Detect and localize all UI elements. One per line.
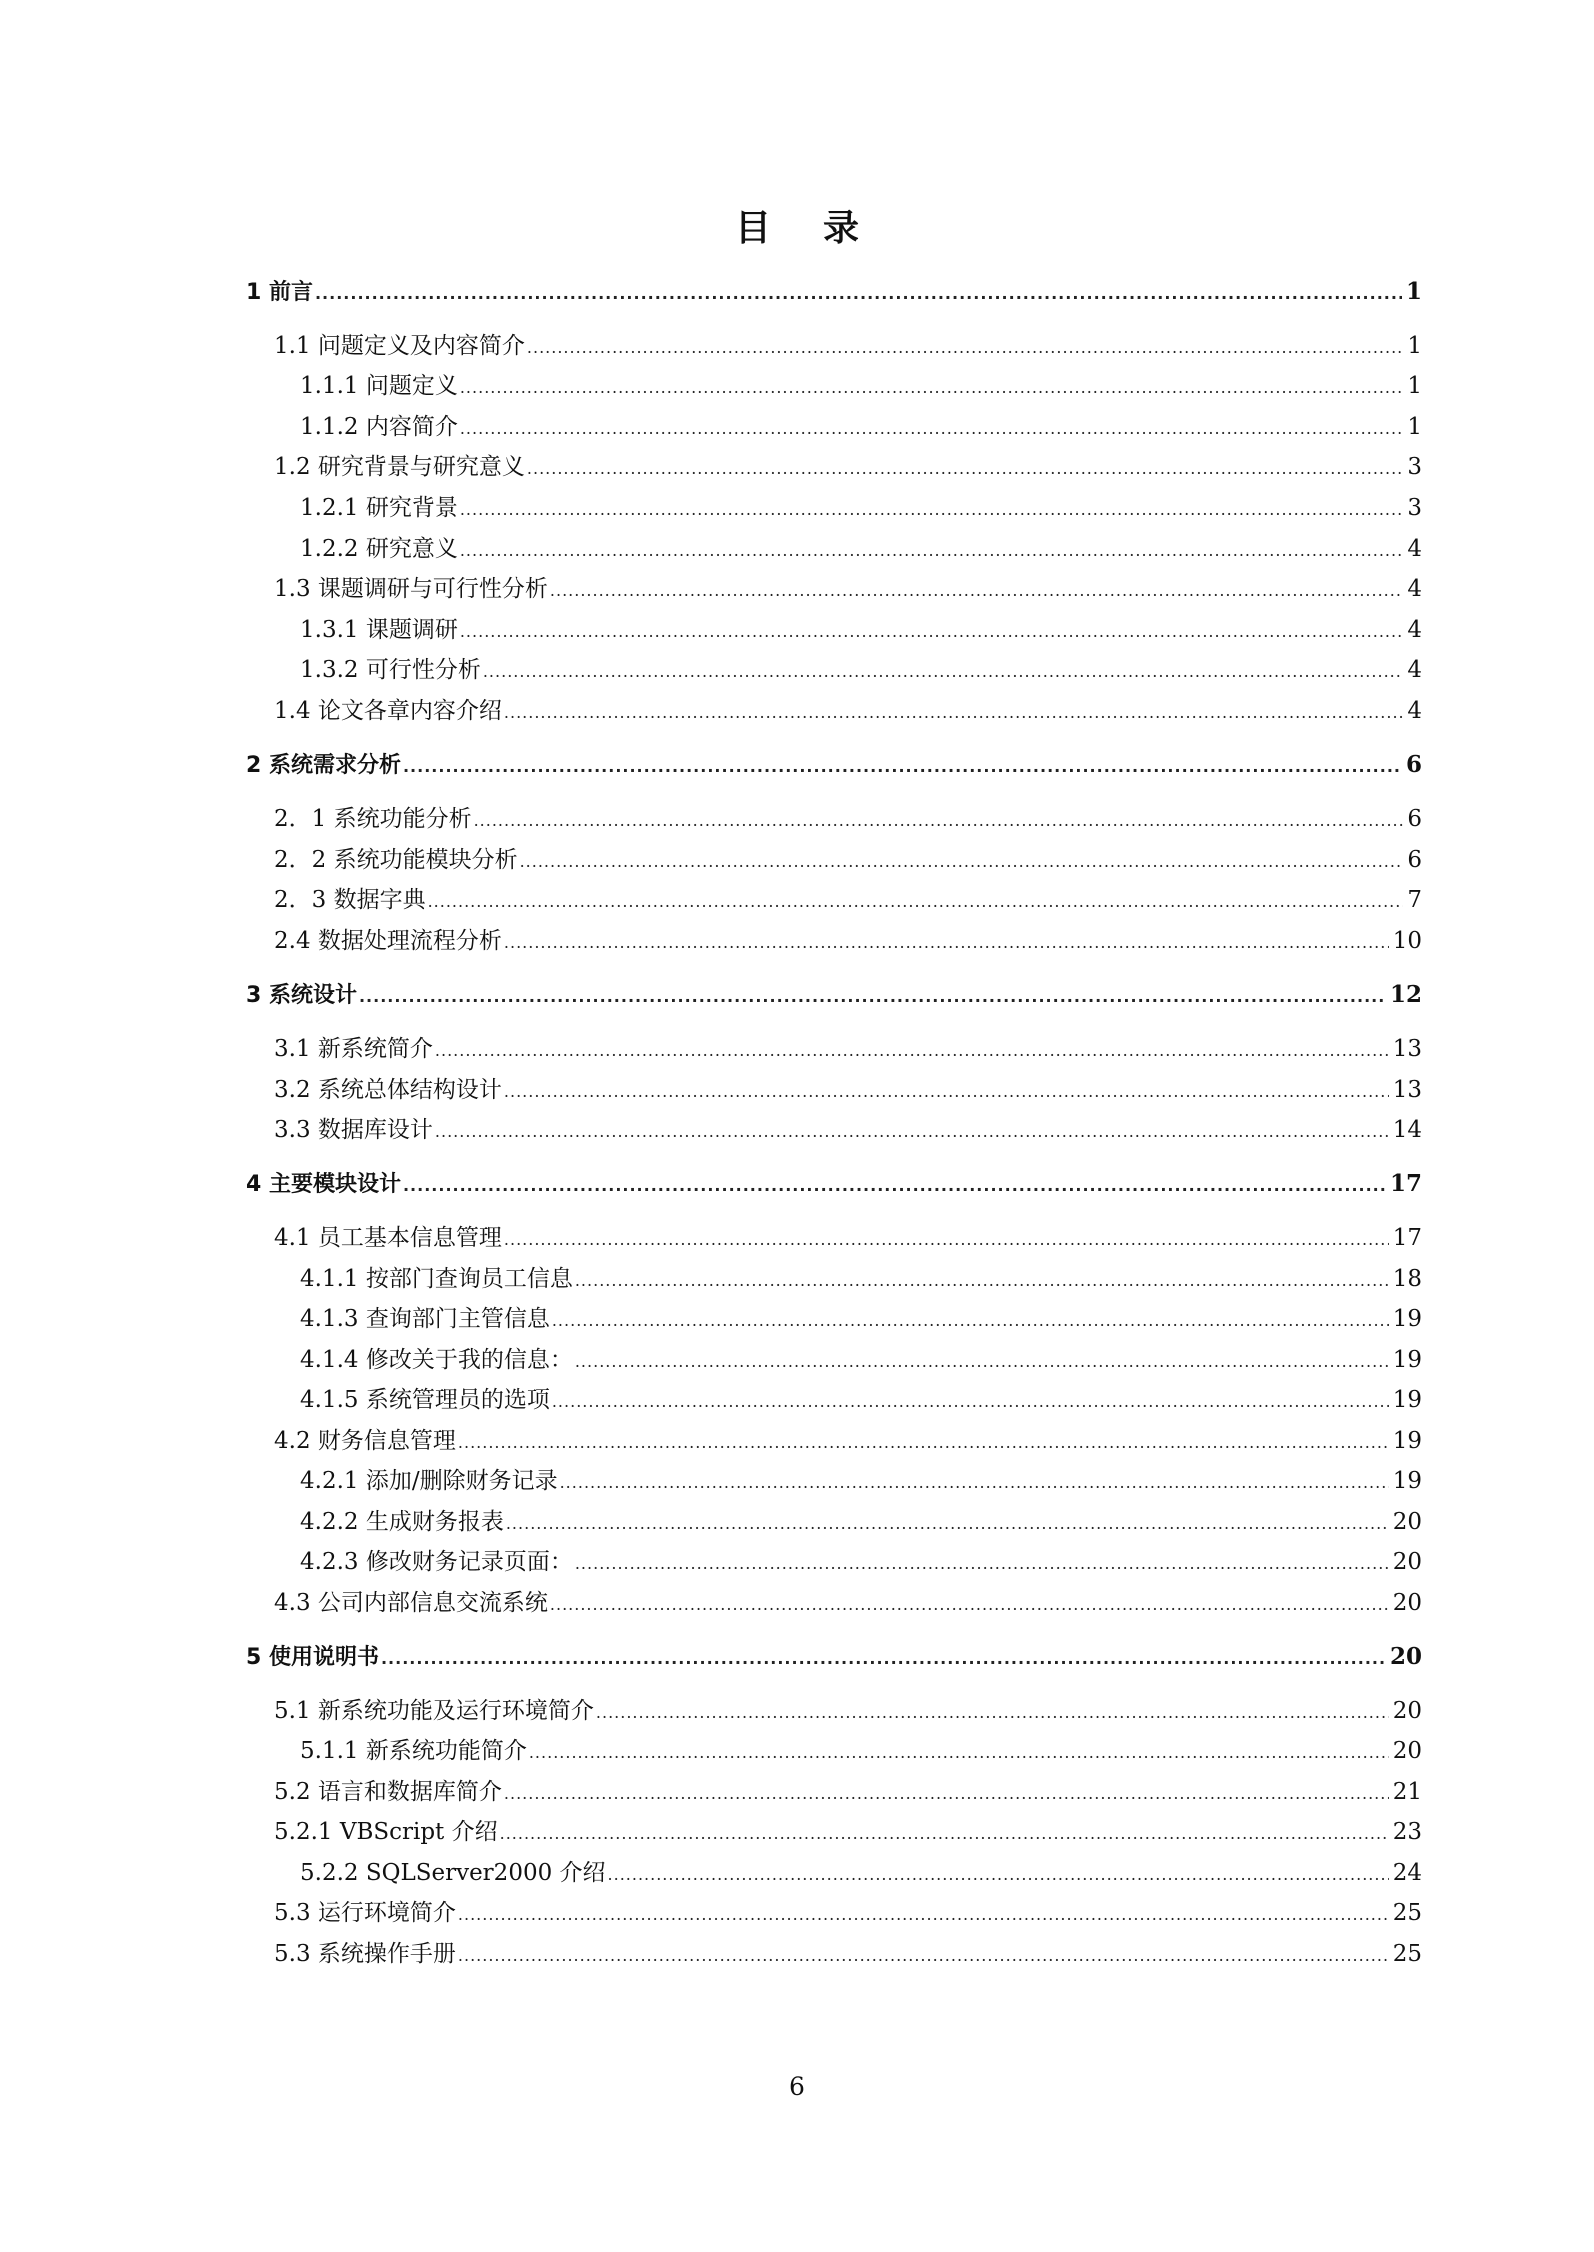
toc-entry-page-number: 1 (1407, 373, 1422, 399)
toc-entry-page-number: 25 (1392, 1941, 1422, 1967)
toc-entry-label: 2．2 系统功能模块分析 (274, 847, 518, 873)
toc-entry[interactable] (274, 1775, 1422, 1809)
toc-entry-page-number: 25 (1392, 1900, 1422, 1926)
toc-entry[interactable] (300, 410, 1422, 444)
toc-entry-label: 4.1.3 查询部门主管信息 (300, 1306, 550, 1332)
toc-entry-label: 1.4 论文各章内容介绍 (274, 698, 502, 724)
toc-leader-dots (596, 1694, 1389, 1730)
toc-entry[interactable] (300, 1343, 1422, 1377)
toc-leader-dots (520, 843, 1404, 879)
toc-entry[interactable] (274, 1937, 1422, 1971)
toc-entry-label: 1.1 问题定义及内容简介 (274, 333, 525, 359)
toc-leader-dots (506, 1505, 1389, 1541)
page-number: 6 (789, 2072, 805, 2101)
toc-leader-dots (403, 749, 1402, 784)
toc-entry[interactable] (274, 1694, 1422, 1728)
toc-leader-dots (403, 1168, 1386, 1203)
toc-entry[interactable] (300, 613, 1422, 647)
toc-entry[interactable] (300, 1545, 1422, 1579)
toc-entry-label: 4.2.3 修改财务记录页面： (300, 1549, 573, 1575)
toc-entry[interactable] (300, 369, 1422, 403)
toc-entry-page-number: 4 (1407, 657, 1422, 683)
toc-entry-label: 4.1.4 修改关于我的信息： (300, 1347, 573, 1373)
toc-entry-page-number: 4 (1407, 698, 1422, 724)
toc-entry-page-number: 4 (1407, 576, 1422, 602)
toc-entry-label: 2．3 数据字典 (274, 887, 426, 913)
toc-entry-label: 1.3.1 课题调研 (300, 617, 458, 643)
toc-entry-label: 5.3 运行环境简介 (274, 1900, 456, 1926)
toc-leader-dots (460, 613, 1404, 649)
toc-entry[interactable] (274, 883, 1422, 917)
toc-leader-dots (460, 369, 1404, 405)
toc-leader-dots (460, 410, 1404, 446)
toc-leader-dots (529, 1734, 1389, 1770)
toc-entry-page-number: 6 (1407, 847, 1422, 873)
toc-entry-page-number: 21 (1392, 1779, 1422, 1805)
toc-entry-label: 2 系统需求分析 (246, 753, 401, 778)
toc-entry-label: 5.1.1 新系统功能简介 (300, 1738, 527, 1764)
toc-entry-page-number: 4 (1407, 536, 1422, 562)
toc-entry-label: 5.1 新系统功能及运行环境简介 (274, 1698, 594, 1724)
toc-leader-dots (359, 979, 1386, 1014)
toc-entry[interactable] (300, 1856, 1422, 1890)
toc-entry-label: 3.1 新系统简介 (274, 1036, 433, 1062)
toc-leader-dots (552, 1383, 1389, 1419)
toc-entry[interactable] (300, 1383, 1422, 1417)
toc-leader-dots (504, 1073, 1389, 1109)
toc-entry-page-number: 14 (1392, 1117, 1422, 1143)
toc-leader-dots (504, 924, 1389, 960)
toc-entry-page-number: 3 (1407, 495, 1422, 521)
toc-entry-label: 5.2.1 VBScript 介绍 (274, 1819, 498, 1845)
toc-entry-page-number: 1 (1405, 278, 1422, 305)
toc-entry-label: 5.3 系统操作手册 (274, 1941, 456, 1967)
toc-entry[interactable] (274, 1073, 1422, 1107)
toc-entry-page-number: 20 (1392, 1738, 1422, 1764)
toc-entry[interactable] (274, 1896, 1422, 1930)
toc-entry[interactable] (274, 1586, 1422, 1620)
toc-entry-label: 1 前言 (246, 280, 313, 305)
toc-entry-page-number: 20 (1392, 1590, 1422, 1616)
toc-leader-dots (552, 1302, 1389, 1338)
toc-entry-page-number: 20 (1392, 1698, 1422, 1724)
toc-entry-page-number: 12 (1389, 981, 1422, 1008)
toc-entry-page-number: 20 (1392, 1509, 1422, 1535)
toc-leader-dots (458, 1937, 1389, 1973)
toc-leader-dots (458, 1424, 1389, 1460)
toc-entry-page-number: 19 (1392, 1428, 1422, 1454)
toc-entry[interactable] (274, 843, 1422, 877)
toc-entry-label: 3.3 数据库设计 (274, 1117, 433, 1143)
toc-entry[interactable] (246, 1640, 1422, 1674)
toc-entry[interactable] (246, 748, 1422, 782)
toc-entry[interactable] (274, 1113, 1422, 1147)
toc-leader-dots (608, 1856, 1389, 1892)
toc-entry[interactable] (300, 1734, 1422, 1768)
toc-leader-dots (527, 450, 1403, 486)
toc-entry[interactable] (274, 802, 1422, 836)
toc-leader-dots (560, 1464, 1389, 1500)
toc-entry-label: 4.3 公司内部信息交流系统 (274, 1590, 548, 1616)
toc-leader-dots (474, 802, 1404, 838)
toc-entry[interactable] (300, 1302, 1422, 1336)
toc-entry-page-number: 19 (1392, 1387, 1422, 1413)
toc-leader-dots (504, 1775, 1389, 1811)
toc-title-char-2: 录 (823, 208, 860, 249)
toc-entry-label: 1.1.2 内容简介 (300, 414, 458, 440)
toc-leader-dots (527, 329, 1403, 365)
toc-entry-label: 5.2 语言和数据库简介 (274, 1779, 502, 1805)
toc-leader-dots (435, 1113, 1389, 1149)
toc-entry[interactable] (300, 1464, 1422, 1498)
toc-entry-label: 1.3.2 可行性分析 (300, 657, 481, 683)
toc-entry-page-number: 19 (1392, 1306, 1422, 1332)
toc-entry[interactable] (300, 491, 1422, 525)
toc-entry[interactable] (274, 1815, 1422, 1849)
toc-entry[interactable] (274, 694, 1422, 728)
toc-entry-page-number: 13 (1392, 1077, 1422, 1103)
toc-entry-label: 3 系统设计 (246, 983, 357, 1008)
toc-entry-label: 4.1.1 按部门查询员工信息 (300, 1266, 573, 1292)
toc-entry-page-number: 3 (1407, 454, 1422, 480)
toc-entry-page-number: 18 (1392, 1266, 1422, 1292)
toc-entry-page-number: 6 (1407, 806, 1422, 832)
toc-entry[interactable] (300, 532, 1422, 566)
toc-leader-dots (575, 1545, 1389, 1581)
toc-entry-label: 2．1 系统功能分析 (274, 806, 472, 832)
toc-entry-label: 1.2.2 研究意义 (300, 536, 458, 562)
toc-entry-label: 3.2 系统总体结构设计 (274, 1077, 502, 1103)
toc-entry-page-number: 13 (1392, 1036, 1422, 1062)
toc-entry-label: 5 使用说明书 (246, 1645, 379, 1670)
toc-entry-label: 1.2.1 研究背景 (300, 495, 458, 521)
toc-leader-dots (381, 1641, 1386, 1676)
toc-entry-label: 4.2.2 生成财务报表 (300, 1509, 504, 1535)
toc-leader-dots (458, 1896, 1389, 1932)
toc-entry-page-number: 10 (1392, 928, 1422, 954)
toc-leader-dots (460, 491, 1404, 527)
toc-entry-page-number: 19 (1392, 1347, 1422, 1373)
toc-leader-dots (575, 1262, 1389, 1298)
toc-entry-label: 4.1 员工基本信息管理 (274, 1225, 502, 1251)
toc-entry-page-number: 20 (1389, 1643, 1422, 1670)
toc-entry-page-number: 6 (1405, 751, 1422, 778)
toc-entry-label: 4.2.1 添加/删除财务记录 (300, 1468, 558, 1494)
toc-entry-label: 1.1.1 问题定义 (300, 373, 458, 399)
toc-entry-page-number: 17 (1389, 1170, 1422, 1197)
toc-entry-label: 1.2 研究背景与研究意义 (274, 454, 525, 480)
toc-entry[interactable] (274, 1032, 1422, 1066)
toc-entry[interactable] (274, 924, 1422, 958)
toc-entry-label: 5.2.2 SQLServer2000 介绍 (300, 1860, 606, 1886)
toc-entry-label: 2.4 数据处理流程分析 (274, 928, 502, 954)
toc-entry-label: 4.2 财务信息管理 (274, 1428, 456, 1454)
toc-entry[interactable] (274, 450, 1422, 484)
toc-leader-dots (504, 1221, 1389, 1257)
toc-leader-dots (435, 1032, 1389, 1068)
toc-entry[interactable] (246, 275, 1422, 309)
toc-leader-dots (550, 1586, 1389, 1622)
toc-entry[interactable] (300, 1505, 1422, 1539)
toc-entry-page-number: 1 (1407, 333, 1422, 359)
toc-entry-page-number: 7 (1407, 887, 1422, 913)
toc-leader-dots (504, 694, 1403, 730)
toc-entry[interactable] (246, 1167, 1422, 1201)
toc-entry[interactable] (246, 978, 1422, 1012)
toc-leader-dots (550, 572, 1403, 608)
toc-entry-label: 4.1.5 系统管理员的选项 (300, 1387, 550, 1413)
toc-leader-dots (575, 1343, 1389, 1379)
toc-entry-page-number: 20 (1392, 1549, 1422, 1575)
toc-leader-dots (483, 653, 1404, 689)
toc-entry-page-number: 4 (1407, 617, 1422, 643)
toc-entry-label: 4 主要模块设计 (246, 1172, 401, 1197)
toc-entry[interactable] (274, 572, 1422, 606)
toc-leader-dots (315, 276, 1402, 311)
toc-leader-dots (428, 883, 1404, 919)
toc-entry[interactable] (274, 1221, 1422, 1255)
toc-entry-page-number: 23 (1392, 1819, 1422, 1845)
toc-entry-page-number: 19 (1392, 1468, 1422, 1494)
toc-entry[interactable] (274, 1424, 1422, 1458)
toc-leader-dots (500, 1815, 1389, 1851)
toc-title-char-1: 目 (734, 208, 771, 249)
toc-entry-page-number: 24 (1392, 1860, 1422, 1886)
toc-entry[interactable] (300, 653, 1422, 687)
toc-entry[interactable] (300, 1262, 1422, 1296)
toc-entry-label: 1.3 课题调研与可行性分析 (274, 576, 548, 602)
toc-entry-page-number: 17 (1392, 1225, 1422, 1251)
toc-entry-page-number: 1 (1407, 414, 1422, 440)
toc-leader-dots (460, 532, 1404, 568)
toc-entry[interactable] (274, 329, 1422, 363)
